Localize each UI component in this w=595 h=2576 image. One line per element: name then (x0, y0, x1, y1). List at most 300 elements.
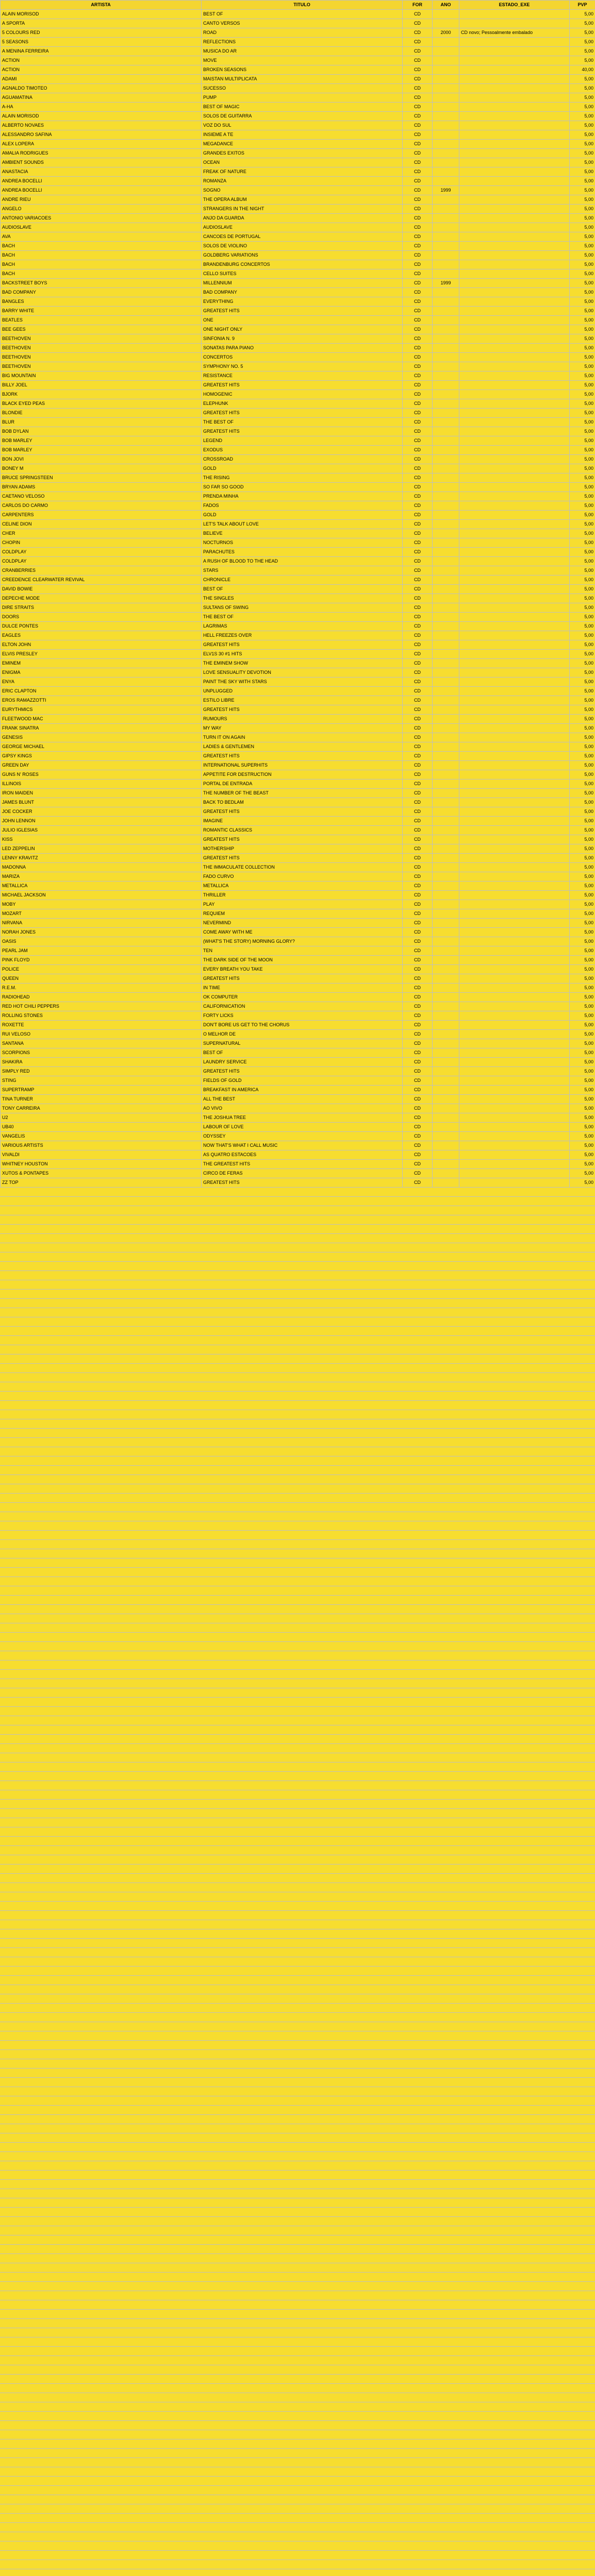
cell-artist[interactable]: BACKSTREET BOYS (1, 279, 202, 288)
cell-price[interactable]: 5,00 (570, 1021, 595, 1030)
cell-price[interactable]: 5,00 (570, 613, 595, 622)
cell-title[interactable]: O MELHOR DE (202, 1030, 403, 1039)
cell-artist[interactable]: CHOPIN (1, 538, 202, 548)
cell-artist[interactable]: CRANBERRIES (1, 566, 202, 575)
cell-artist[interactable]: NORAH JONES (1, 928, 202, 937)
cell-title[interactable]: GREATEST HITS (202, 1178, 403, 1188)
cell-condition[interactable] (459, 214, 570, 223)
cell-price[interactable]: 5,00 (570, 965, 595, 974)
cell-format[interactable]: CD (403, 603, 433, 613)
cell-price[interactable]: 5,00 (570, 158, 595, 167)
cell-year[interactable] (433, 140, 459, 149)
cell-price[interactable]: 5,00 (570, 798, 595, 807)
cell-year[interactable] (433, 826, 459, 835)
cell-artist[interactable]: GUNS N' ROSES (1, 770, 202, 779)
cell-condition[interactable] (459, 640, 570, 650)
cell-condition[interactable] (459, 1039, 570, 1048)
cell-format[interactable]: CD (403, 511, 433, 520)
cell-title[interactable]: BELIEVE (202, 529, 403, 538)
cell-format[interactable]: CD (403, 993, 433, 1002)
cell-year[interactable] (433, 38, 459, 47)
cell-year[interactable] (433, 232, 459, 242)
cell-format[interactable]: CD (403, 974, 433, 984)
cell-price[interactable]: 5,00 (570, 205, 595, 214)
cell-title[interactable]: THRILLER (202, 891, 403, 900)
cell-title[interactable]: GREATEST HITS (202, 974, 403, 984)
cell-format[interactable]: CD (403, 956, 433, 965)
cell-condition[interactable] (459, 891, 570, 900)
cell-artist[interactable]: EROS RAMAZZOTTI (1, 696, 202, 705)
cell-condition[interactable] (459, 974, 570, 984)
cell-price[interactable]: 5,00 (570, 177, 595, 186)
cell-year[interactable] (433, 65, 459, 75)
cell-year[interactable] (433, 307, 459, 316)
cell-price[interactable]: 5,00 (570, 149, 595, 158)
cell-artist[interactable]: BRYAN ADAMS (1, 483, 202, 492)
cell-year[interactable] (433, 177, 459, 186)
cell-artist[interactable]: AGUAMATINA (1, 93, 202, 103)
cell-format[interactable]: CD (403, 668, 433, 677)
cell-condition[interactable] (459, 1058, 570, 1067)
cell-condition[interactable] (459, 511, 570, 520)
cell-format[interactable]: CD (403, 826, 433, 835)
cell-condition[interactable] (459, 1178, 570, 1188)
cell-condition[interactable] (459, 1076, 570, 1086)
cell-condition[interactable] (459, 381, 570, 390)
cell-condition[interactable] (459, 993, 570, 1002)
cell-format[interactable]: CD (403, 919, 433, 928)
cell-title[interactable]: BROKEN SEASONS (202, 65, 403, 75)
cell-condition[interactable] (459, 696, 570, 705)
cell-title[interactable]: LEGEND (202, 436, 403, 446)
cell-year[interactable] (433, 974, 459, 984)
cell-artist[interactable]: BACH (1, 269, 202, 279)
cell-year[interactable] (433, 882, 459, 891)
cell-price[interactable]: 5,00 (570, 919, 595, 928)
cell-condition[interactable] (459, 538, 570, 548)
cell-artist[interactable]: WHITNEY HOUSTON (1, 1160, 202, 1169)
cell-title[interactable]: RUMOURS (202, 715, 403, 724)
cell-condition[interactable] (459, 316, 570, 325)
cell-year[interactable] (433, 223, 459, 232)
cell-condition[interactable] (459, 659, 570, 668)
cell-price[interactable]: 5,00 (570, 640, 595, 650)
cell-title[interactable]: GREATEST HITS (202, 409, 403, 418)
cell-artist[interactable]: BILLY JOEL (1, 381, 202, 390)
cell-artist[interactable]: ROXETTE (1, 1021, 202, 1030)
cell-artist[interactable]: VIVALDI (1, 1150, 202, 1160)
cell-format[interactable]: CD (403, 84, 433, 93)
cell-title[interactable]: GREATEST HITS (202, 307, 403, 316)
cell-title[interactable]: BACK TO BEDLAM (202, 798, 403, 807)
cell-format[interactable]: CD (403, 195, 433, 205)
cell-year[interactable] (433, 75, 459, 84)
cell-artist[interactable]: PINK FLOYD (1, 956, 202, 965)
cell-artist[interactable]: ALBERTO NOVAES (1, 121, 202, 130)
cell-price[interactable]: 5,00 (570, 844, 595, 854)
cell-price[interactable]: 5,00 (570, 186, 595, 195)
cell-artist[interactable]: BEETHOVEN (1, 344, 202, 353)
cell-condition[interactable] (459, 854, 570, 863)
cell-price[interactable]: 5,00 (570, 1178, 595, 1188)
cell-price[interactable]: 5,00 (570, 677, 595, 687)
cell-format[interactable]: CD (403, 10, 433, 19)
cell-condition[interactable] (459, 631, 570, 640)
cell-format[interactable]: CD (403, 807, 433, 817)
cell-condition[interactable] (459, 1141, 570, 1150)
cell-format[interactable]: CD (403, 501, 433, 511)
cell-price[interactable]: 5,00 (570, 1076, 595, 1086)
cell-format[interactable]: CD (403, 112, 433, 121)
cell-condition[interactable] (459, 344, 570, 353)
cell-condition[interactable] (459, 56, 570, 65)
cell-artist[interactable]: FRANK SINATRA (1, 724, 202, 733)
column-header-year[interactable]: ANO (433, 1, 459, 10)
cell-artist[interactable]: ERIC CLAPTON (1, 687, 202, 696)
cell-title[interactable]: LADIES & GENTLEMEN (202, 742, 403, 752)
cell-artist[interactable]: AMBIENT SOUNDS (1, 158, 202, 167)
cell-year[interactable] (433, 817, 459, 826)
cell-format[interactable]: CD (403, 1095, 433, 1104)
cell-title[interactable]: FADO CURVO (202, 872, 403, 882)
cell-format[interactable]: CD (403, 1113, 433, 1123)
cell-price[interactable]: 5,00 (570, 47, 595, 56)
cell-format[interactable]: CD (403, 909, 433, 919)
cell-price[interactable]: 5,00 (570, 167, 595, 177)
cell-price[interactable]: 5,00 (570, 770, 595, 779)
cell-title[interactable]: MUSICA DO AR (202, 47, 403, 56)
cell-year[interactable] (433, 1178, 459, 1188)
cell-price[interactable]: 5,00 (570, 715, 595, 724)
cell-condition[interactable] (459, 594, 570, 603)
cell-price[interactable]: 5,00 (570, 1058, 595, 1067)
cell-title[interactable]: (WHAT'S THE STORY) MORNING GLORY? (202, 937, 403, 946)
cell-title[interactable]: OCEAN (202, 158, 403, 167)
cell-condition[interactable] (459, 205, 570, 214)
cell-year[interactable] (433, 696, 459, 705)
cell-condition[interactable] (459, 10, 570, 19)
cell-format[interactable]: CD (403, 529, 433, 538)
cell-condition[interactable] (459, 946, 570, 956)
cell-price[interactable]: 5,00 (570, 1160, 595, 1169)
cell-condition[interactable] (459, 177, 570, 186)
cell-artist[interactable]: GENESIS (1, 733, 202, 742)
cell-artist[interactable]: JULIO IGLESIAS (1, 826, 202, 835)
cell-price[interactable]: 5,00 (570, 909, 595, 919)
cell-condition[interactable] (459, 371, 570, 381)
cell-format[interactable]: CD (403, 1039, 433, 1048)
cell-format[interactable]: CD (403, 928, 433, 937)
cell-artist[interactable]: ADAMI (1, 75, 202, 84)
cell-artist[interactable]: TINA TURNER (1, 1095, 202, 1104)
cell-artist[interactable]: 5 COLOURS RED (1, 28, 202, 38)
cell-price[interactable]: 5,00 (570, 344, 595, 353)
cell-format[interactable]: CD (403, 399, 433, 409)
cell-artist[interactable]: RUI VELOSO (1, 1030, 202, 1039)
cell-format[interactable]: CD (403, 742, 433, 752)
cell-price[interactable]: 5,00 (570, 409, 595, 418)
cell-title[interactable]: FIELDS OF GOLD (202, 1076, 403, 1086)
cell-format[interactable]: CD (403, 483, 433, 492)
cell-format[interactable]: CD (403, 19, 433, 28)
cell-title[interactable]: HELL FREEZES OVER (202, 631, 403, 640)
cell-condition[interactable] (459, 919, 570, 928)
cell-title[interactable]: LAGRIMAS (202, 622, 403, 631)
cell-artist[interactable]: GEORGE MICHAEL (1, 742, 202, 752)
cell-year[interactable] (433, 640, 459, 650)
cell-year[interactable] (433, 409, 459, 418)
cell-artist[interactable]: BRUCE SPRINGSTEEN (1, 473, 202, 483)
cell-price[interactable]: 5,00 (570, 650, 595, 659)
cell-year[interactable] (433, 900, 459, 909)
cell-title[interactable]: GREATEST HITS (202, 807, 403, 817)
cell-format[interactable]: CD (403, 1030, 433, 1039)
cell-artist[interactable]: MOBY (1, 900, 202, 909)
cell-format[interactable]: CD (403, 1132, 433, 1141)
cell-year[interactable] (433, 353, 459, 362)
cell-artist[interactable]: ACTION (1, 65, 202, 75)
cell-condition[interactable] (459, 872, 570, 882)
cell-title[interactable]: SINFONIA N. 9 (202, 334, 403, 344)
cell-artist[interactable]: GREEN DAY (1, 761, 202, 770)
cell-title[interactable]: RESISTANCE (202, 371, 403, 381)
cell-format[interactable]: CD (403, 1086, 433, 1095)
cell-format[interactable]: CD (403, 325, 433, 334)
cell-condition[interactable] (459, 93, 570, 103)
cell-price[interactable]: 5,00 (570, 817, 595, 826)
cell-format[interactable]: CD (403, 1178, 433, 1188)
cell-condition[interactable] (459, 928, 570, 937)
cell-price[interactable]: 5,00 (570, 548, 595, 557)
cell-condition[interactable] (459, 575, 570, 585)
column-header-price[interactable]: PVP (570, 1, 595, 10)
cell-title[interactable]: CHRONICLE (202, 575, 403, 585)
cell-condition[interactable] (459, 1021, 570, 1030)
cell-year[interactable] (433, 807, 459, 817)
cell-title[interactable]: ELV1S 30 #1 HITS (202, 650, 403, 659)
cell-artist[interactable]: XUTOS & PONTAPES (1, 1169, 202, 1178)
cell-title[interactable]: COME AWAY WITH ME (202, 928, 403, 937)
cell-condition[interactable] (459, 353, 570, 362)
cell-price[interactable]: 5,00 (570, 733, 595, 742)
cell-artist[interactable]: SHAKIRA (1, 1058, 202, 1067)
cell-year[interactable] (433, 390, 459, 399)
cell-format[interactable]: CD (403, 381, 433, 390)
column-header-artist[interactable]: ARTISTA (1, 1, 202, 10)
cell-condition[interactable] (459, 473, 570, 483)
cell-price[interactable]: 5,00 (570, 1132, 595, 1141)
cell-condition[interactable] (459, 38, 570, 47)
cell-condition[interactable] (459, 956, 570, 965)
cell-price[interactable]: 5,00 (570, 956, 595, 965)
cell-title[interactable]: FREAK OF NATURE (202, 167, 403, 177)
cell-format[interactable]: CD (403, 761, 433, 770)
cell-condition[interactable] (459, 427, 570, 436)
cell-artist[interactable]: BOB DYLAN (1, 427, 202, 436)
cell-artist[interactable]: ELTON JOHN (1, 640, 202, 650)
cell-year[interactable] (433, 844, 459, 854)
cell-year[interactable] (433, 511, 459, 520)
cell-price[interactable]: 5,00 (570, 1141, 595, 1150)
cell-artist[interactable]: OASIS (1, 937, 202, 946)
cell-title[interactable]: SYMPHONY NO. 5 (202, 362, 403, 371)
cell-condition[interactable] (459, 882, 570, 891)
cell-artist[interactable]: UB40 (1, 1123, 202, 1132)
cell-price[interactable]: 5,00 (570, 807, 595, 817)
cell-title[interactable]: THE NUMBER OF THE BEAST (202, 789, 403, 798)
cell-price[interactable]: 5,00 (570, 288, 595, 297)
cell-format[interactable]: CD (403, 93, 433, 103)
cell-artist[interactable]: BONEY M (1, 464, 202, 473)
cell-year[interactable] (433, 752, 459, 761)
cell-price[interactable]: 40,00 (570, 65, 595, 75)
cell-format[interactable]: CD (403, 103, 433, 112)
column-header-title[interactable]: TITULO (202, 1, 403, 10)
cell-price[interactable]: 5,00 (570, 214, 595, 223)
cell-price[interactable]: 5,00 (570, 575, 595, 585)
cell-condition[interactable] (459, 140, 570, 149)
cell-artist[interactable]: ACTION (1, 56, 202, 65)
cell-format[interactable]: CD (403, 724, 433, 733)
cell-title[interactable]: BEST OF (202, 10, 403, 19)
cell-year[interactable] (433, 1086, 459, 1095)
cell-condition[interactable] (459, 566, 570, 575)
cell-title[interactable]: ROAD (202, 28, 403, 38)
cell-condition[interactable] (459, 242, 570, 251)
cell-price[interactable]: 5,00 (570, 269, 595, 279)
cell-artist[interactable]: SUPERTRAMP (1, 1086, 202, 1095)
cell-year[interactable] (433, 1039, 459, 1048)
cell-artist[interactable]: ENIGMA (1, 668, 202, 677)
cell-condition[interactable] (459, 492, 570, 501)
cell-artist[interactable]: EAGLES (1, 631, 202, 640)
cell-price[interactable]: 5,00 (570, 882, 595, 891)
cell-condition[interactable] (459, 186, 570, 195)
cell-artist[interactable]: PEARL JAM (1, 946, 202, 956)
cell-title[interactable]: BAD COMPANY (202, 288, 403, 297)
cell-condition[interactable] (459, 167, 570, 177)
cell-price[interactable]: 5,00 (570, 418, 595, 427)
cell-title[interactable]: GOLD (202, 464, 403, 473)
cell-year[interactable] (433, 872, 459, 882)
cell-artist[interactable]: ANDREA BOCELLI (1, 186, 202, 195)
cell-condition[interactable] (459, 687, 570, 696)
cell-price[interactable]: 5,00 (570, 835, 595, 844)
cell-price[interactable]: 5,00 (570, 195, 595, 205)
cell-price[interactable]: 5,00 (570, 390, 595, 399)
cell-title[interactable]: BEST OF MAGIC (202, 103, 403, 112)
cell-format[interactable]: CD (403, 622, 433, 631)
cell-year[interactable] (433, 1067, 459, 1076)
cell-year[interactable] (433, 149, 459, 158)
cell-title[interactable]: CIRCO DE FERAS (202, 1169, 403, 1178)
cell-title[interactable]: ROMANTIC CLASSICS (202, 826, 403, 835)
cell-condition[interactable] (459, 798, 570, 807)
cell-title[interactable]: ELEPHUNK (202, 399, 403, 409)
cell-title[interactable]: GREATEST HITS (202, 752, 403, 761)
cell-condition[interactable] (459, 826, 570, 835)
cell-price[interactable]: 5,00 (570, 223, 595, 232)
cell-artist[interactable]: COLDPLAY (1, 557, 202, 566)
cell-artist[interactable]: DAVID BOWIE (1, 585, 202, 594)
cell-title[interactable]: TEN (202, 946, 403, 956)
cell-artist[interactable]: ANDREA BOCELLI (1, 177, 202, 186)
cell-artist[interactable]: AMALIA RODRIGUES (1, 149, 202, 158)
cell-price[interactable]: 5,00 (570, 1095, 595, 1104)
cell-condition[interactable] (459, 650, 570, 659)
cell-format[interactable]: CD (403, 817, 433, 826)
cell-format[interactable]: CD (403, 705, 433, 715)
cell-price[interactable]: 5,00 (570, 446, 595, 455)
cell-condition[interactable] (459, 19, 570, 28)
cell-price[interactable]: 5,00 (570, 826, 595, 835)
cell-year[interactable] (433, 464, 459, 473)
cell-condition[interactable] (459, 1132, 570, 1141)
cell-format[interactable]: CD (403, 75, 433, 84)
cell-artist[interactable]: SCORPIONS (1, 1048, 202, 1058)
cell-title[interactable]: AS QUATRO ESTACOES (202, 1150, 403, 1160)
cell-price[interactable]: 5,00 (570, 761, 595, 770)
cell-artist[interactable]: ANTONIO VARIACOES (1, 214, 202, 223)
cell-artist[interactable]: DULCE PONTES (1, 622, 202, 631)
cell-title[interactable]: CALIFORNICATION (202, 1002, 403, 1011)
cell-title[interactable]: NOW THAT'S WHAT I CALL MUSIC (202, 1141, 403, 1150)
cell-title[interactable]: SUCESSO (202, 84, 403, 93)
cell-year[interactable] (433, 557, 459, 566)
cell-condition[interactable] (459, 1095, 570, 1104)
cell-condition[interactable] (459, 362, 570, 371)
cell-artist[interactable]: RED HOT CHILI PEPPERS (1, 1002, 202, 1011)
cell-format[interactable]: CD (403, 613, 433, 622)
cell-title[interactable]: HOMOGENIC (202, 390, 403, 399)
cell-artist[interactable]: JOHN LENNON (1, 817, 202, 826)
cell-title[interactable]: CONCERTOS (202, 353, 403, 362)
cell-year[interactable] (433, 687, 459, 696)
cell-condition[interactable] (459, 817, 570, 826)
cell-condition[interactable] (459, 464, 570, 473)
cell-year[interactable] (433, 770, 459, 779)
cell-price[interactable]: 5,00 (570, 520, 595, 529)
cell-condition[interactable] (459, 1002, 570, 1011)
cell-year[interactable] (433, 622, 459, 631)
cell-title[interactable]: MEGADANCE (202, 140, 403, 149)
cell-price[interactable]: 5,00 (570, 529, 595, 538)
cell-condition[interactable] (459, 863, 570, 872)
cell-format[interactable]: CD (403, 659, 433, 668)
cell-year[interactable] (433, 325, 459, 334)
cell-price[interactable]: 5,00 (570, 993, 595, 1002)
cell-price[interactable]: 5,00 (570, 603, 595, 613)
cell-price[interactable]: 5,00 (570, 103, 595, 112)
cell-price[interactable]: 5,00 (570, 371, 595, 381)
cell-year[interactable] (433, 650, 459, 659)
cell-artist[interactable]: MOZART (1, 909, 202, 919)
cell-year[interactable] (433, 56, 459, 65)
cell-artist[interactable]: MICHAEL JACKSON (1, 891, 202, 900)
cell-title[interactable]: METALLICA (202, 882, 403, 891)
cell-title[interactable]: THE EMINEM SHOW (202, 659, 403, 668)
cell-price[interactable]: 5,00 (570, 1104, 595, 1113)
cell-title[interactable]: GREATEST HITS (202, 854, 403, 863)
cell-title[interactable]: GREATEST HITS (202, 427, 403, 436)
cell-price[interactable]: 5,00 (570, 38, 595, 47)
cell-condition[interactable] (459, 446, 570, 455)
cell-artist[interactable]: U2 (1, 1113, 202, 1123)
cell-year[interactable] (433, 677, 459, 687)
cell-condition[interactable] (459, 390, 570, 399)
cell-title[interactable]: CROSSROAD (202, 455, 403, 464)
cell-condition[interactable] (459, 112, 570, 121)
